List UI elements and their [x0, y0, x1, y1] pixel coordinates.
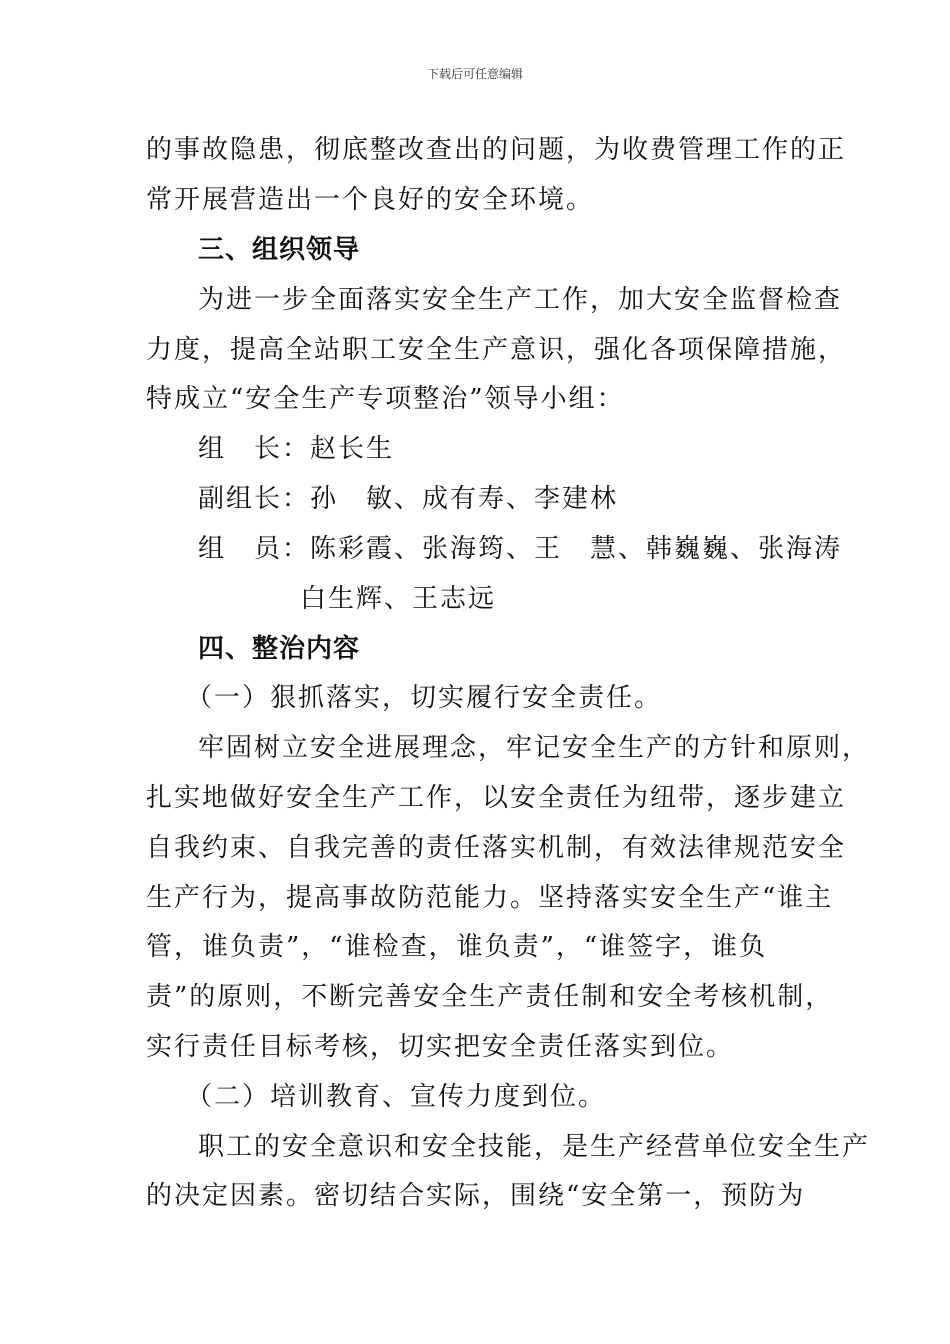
section-heading: 三、组织领导: [198, 235, 361, 265]
members-line-continued: 白生辉、王志远: [300, 584, 497, 614]
leader-line: 组 长：赵长生: [198, 434, 395, 464]
body-line: 责”的原则，不断完善安全生产责任制和安全考核机制，: [146, 982, 834, 1012]
body-line: 牢固树立安全进展理念，牢记安全生产的方针和原则，: [198, 733, 871, 763]
members-line: 组 员：陈彩霞、张海筠、王 慧、韩巍巍、张海涛: [198, 534, 843, 564]
body-line: 管，谁负责”，“谁检查，谁负责”，“谁签字，谁负: [146, 932, 768, 962]
subsection-heading: （一）狠抓落实，切实履行安全责任。: [186, 683, 663, 713]
body-line: 职工的安全意识和安全技能，是生产经营单位安全生产: [198, 1132, 871, 1162]
body-line: 的决定因素。密切结合实际，围绕“安全第一，预防为: [146, 1181, 806, 1211]
body-line: 扎实地做好安全生产工作，以安全责任为纽带，逐步建立: [146, 783, 847, 813]
body-line: 为进一步全面落实安全生产工作，加大安全监督检查: [198, 285, 843, 315]
body-line: 实行责任目标考核，切实把安全责任落实到位。: [146, 1032, 735, 1062]
body-line: 的事故隐患，彻底整改查出的问题，为收费管理工作的正: [146, 135, 847, 165]
body-line: 力度，提高全站职工安全生产意识，强化各项保障措施，: [146, 335, 847, 365]
body-line: 生产行为，提高事故防范能力。坚持落实安全生产“谁主: [146, 883, 834, 913]
subsection-heading: （二）培训教育、宣传力度到位。: [186, 1082, 607, 1112]
section-heading: 四、整治内容: [198, 634, 361, 664]
deputy-leader-line: 副组长：孙 敏、成有寿、李建林: [198, 484, 619, 514]
body-line: 常开展营造出一个良好的安全环境。: [146, 185, 595, 215]
body-line: 自我约束、自我完善的责任落实机制，有效法律规范安全: [146, 833, 847, 863]
body-line: 特成立“安全生产专项整治”领导小组：: [146, 384, 625, 414]
page-header: 下载后可任意编辑: [426, 67, 523, 81]
